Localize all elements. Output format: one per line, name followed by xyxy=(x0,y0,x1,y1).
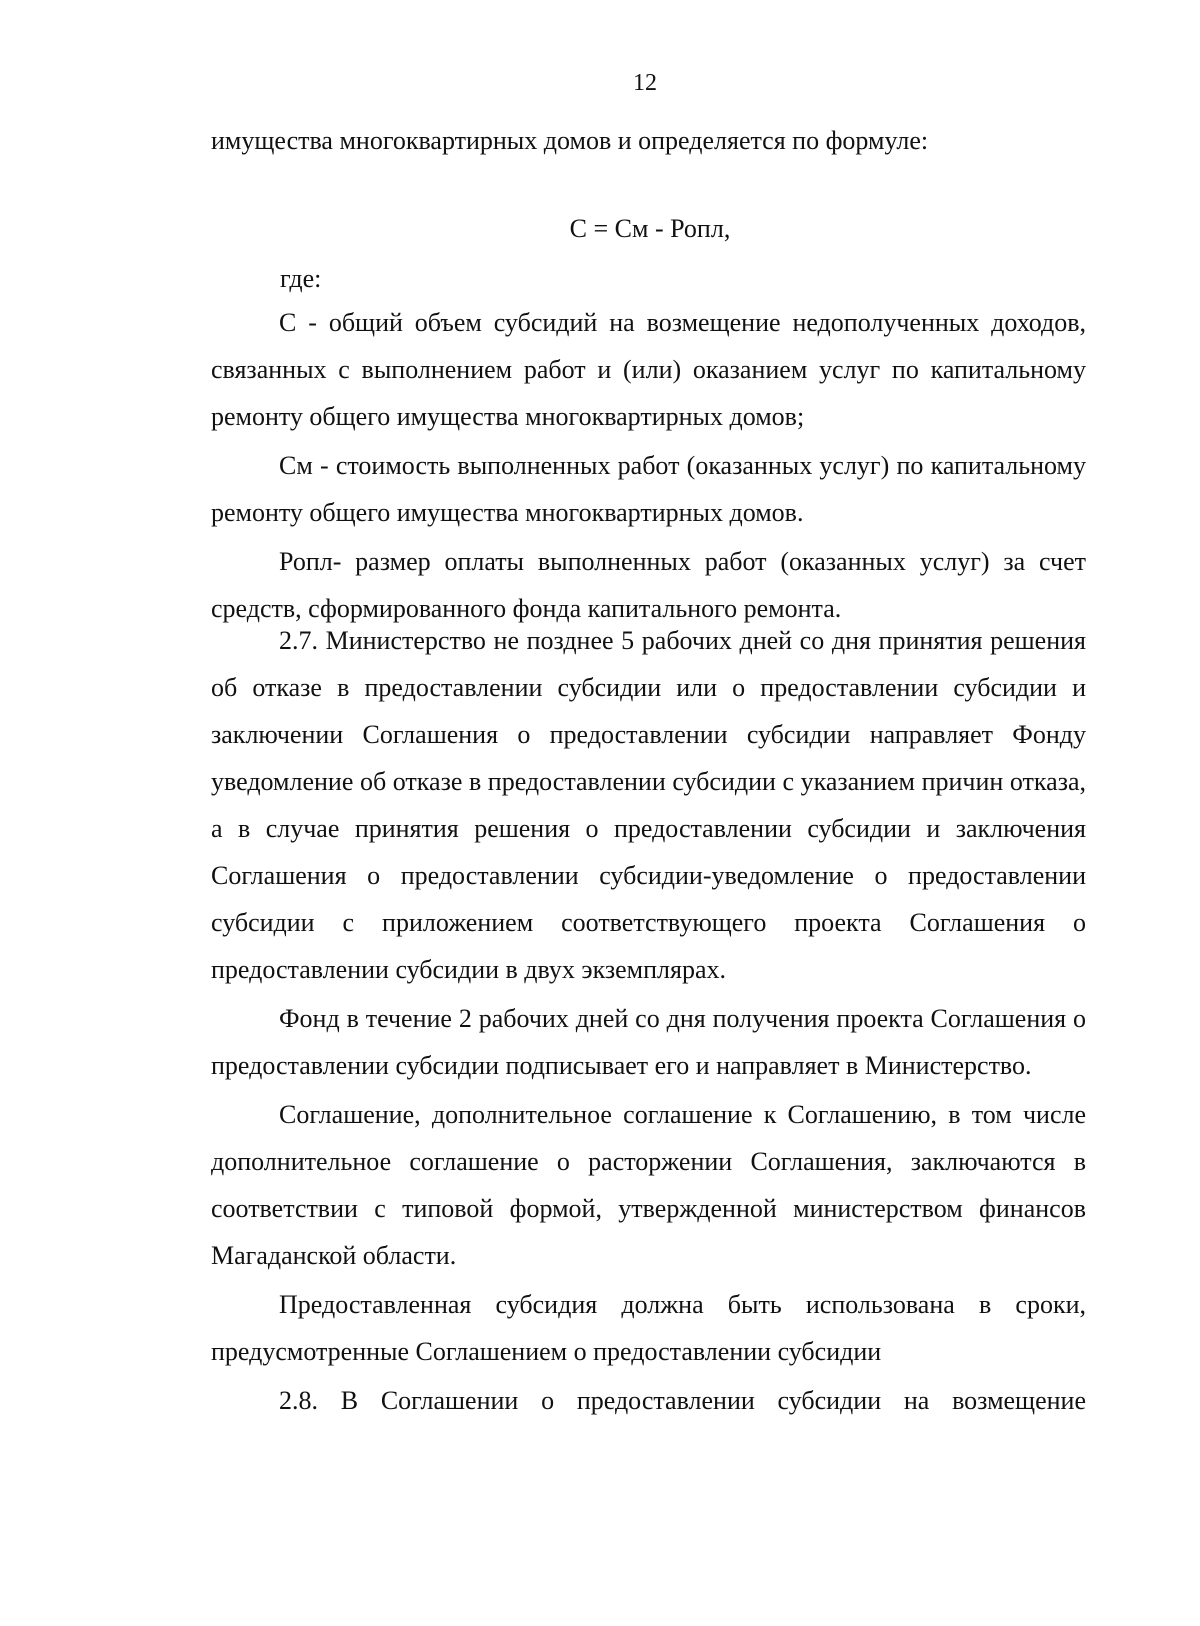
paragraph-deadline: Предоставленная субсидия должна быть использована в сроки, предусмотренные Соглашением о предоставлении субсидии xyxy=(211,1290,1086,1366)
definition-cm: См - стоимость выполненных работ (оказанных услуг) по капитальному ремонту общего имущества многоквартирных домов. xyxy=(211,451,1086,527)
formula: С = См - Ропл, xyxy=(569,214,731,243)
definition-c: С - общий объем субсидий на возмещение недополученных доходов, связанных с выполнением работ и (или) оказанием услуг по капитальному ремонту общего имущества многоквартирных домов; xyxy=(211,308,1086,431)
page-number: 12 xyxy=(633,70,657,96)
paragraph-2-8: 2.8. В Соглашении о предоставлении субсидии на возмещение xyxy=(279,1386,1086,1415)
intro-line: имущества многоквартирных домов и определяется по формуле: xyxy=(211,126,929,155)
intro-block xyxy=(211,117,1086,164)
definitions-block xyxy=(211,299,1086,632)
paragraph-2-7: 2.7. Министерство не позднее 5 рабочих дней со дня принятия решения об отказе в предоставлении субсидии или о предоставлении субсидии и заключении Соглашения о предоставлении субсидии направляет Фонду уведомление об отказе в предоставлении субсидии с указанием причин отказа, а в случае принятия решения о предоставлении субсидии и заключения Соглашения о предоставлении субсидии-уведомление о предоставлении субсидии с приложением соответствующего проекта Соглашения о предоставлении субсидии в двух экземплярах. xyxy=(211,626,1086,984)
paragraph-agreement: Соглашение, дополнительное соглашение к Соглашению, в том числе дополнительное соглашение о расторжении Соглашения, заключаются в соответствии с типовой формой, утвержденной министерством финансов Магаданской области. xyxy=(211,1100,1086,1270)
definition-ropl: Ропл- размер оплаты выполненных работ (оказанных услуг) за счет средств, сформированного фонда капитального ремонта. xyxy=(211,547,1086,623)
section-2-7-block xyxy=(211,617,1086,1424)
where-label: где: xyxy=(280,264,322,293)
paragraph-fund: Фонд в течение 2 рабочих дней со дня получения проекта Соглашения о предоставлении субсидии подписывает его и направляет в Министерство. xyxy=(211,1004,1086,1080)
